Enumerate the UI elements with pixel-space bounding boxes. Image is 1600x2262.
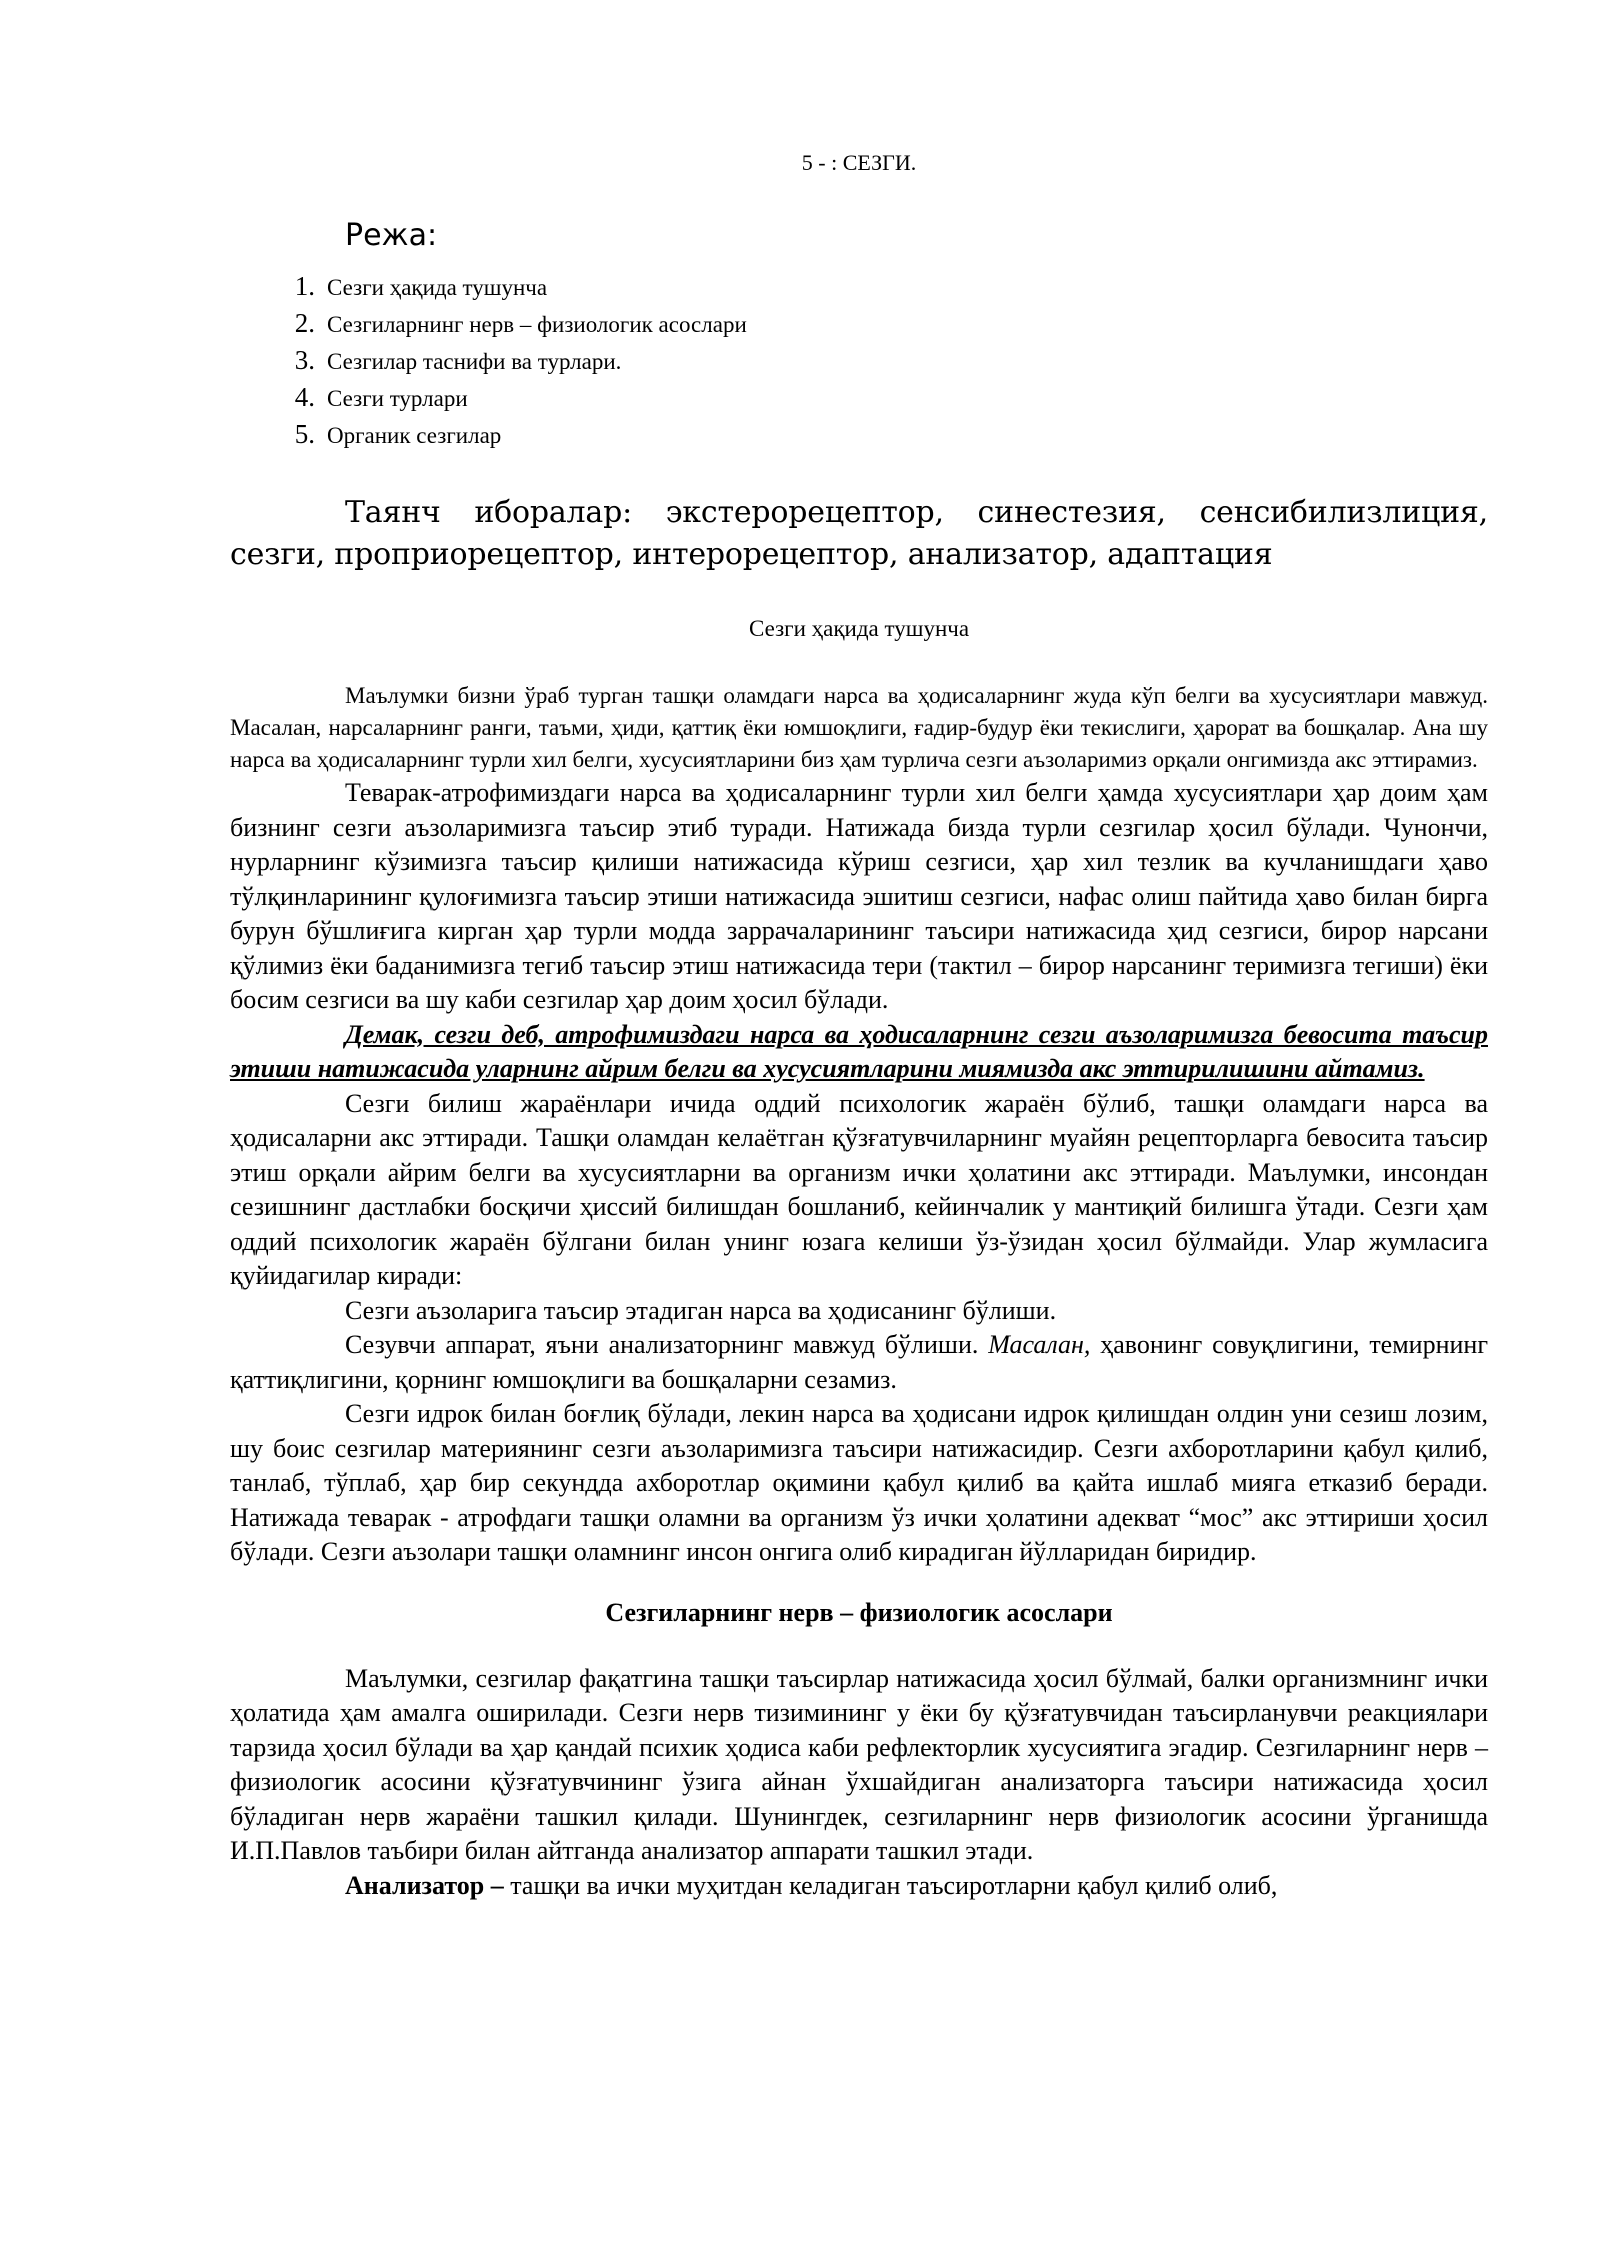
definition-paragraph: Демак, сезги деб, атрофимиздаги нарса ва ҳодисаларнинг сезги аъзоларимизга бевосита таъсир этиши натижасида уларнинг айрим белги ва хусусиятларини миямизда акс эттирилишини айтамиз. — [230, 1019, 1488, 1083]
document-page — [230, 150, 1488, 1903]
list-item — [230, 271, 1488, 308]
plan-item-number: 3. — [294, 345, 315, 375]
plan-item-number: 1. — [294, 271, 315, 301]
section-heading: Сезги ҳақида тушунча — [748, 616, 970, 641]
list-item — [230, 345, 1488, 382]
paragraph: Сезги билиш жараёнлари ичида оддий психологик жараён бўлиб, ташқи оламдаги нарса ва ҳодисаларни акс эттиради. Ташқи оламдан келаётган қўзғатувчиларнинг муайян рецепторларга бевосита таъсир этиш орқали айрим белги ва хусусиятларни ва организм ички ҳолатини акс эттиради. Маълумки, инсондан сезишнинг дастлабки босқичи ҳиссий билишдан бошланиб, кейинчалик у мантиқий билишга ўтади. Сезги ҳам оддий психологик жараён бўлгани билан унинг юзага келиши ўз-ўзидан ҳосил бўлмайди. Улар жумласига қуйидагилар киради: — [230, 1088, 1488, 1290]
paragraph-text: ташқи ва ички муҳитдан келадиган таъсиротларни қабул қилиб олиб, — [503, 1870, 1278, 1900]
paragraph: Маълумки бизни ўраб турган ташқи оламдаги нарса ва ҳодисаларнинг жуда кўп белги ва хусусиятлари мавжуд. Масалан, нарсаларнинг ранги, таъми, ҳиди, қаттиқ ёки юмшоқлиги, ғадир-будур ёки текислиги, ҳарорат ва бошқалар. Ана шу нарса ва ҳодисаларнинг турли хил белги, хусусиятларини биз ҳам турлича сезги аъзоларимиз орқали онгимизда акс эттирамиз. — [230, 683, 1488, 772]
plan-item-number: 2. — [294, 308, 315, 338]
plan-list — [230, 271, 1488, 456]
list-item — [230, 382, 1488, 419]
paragraph-text: Сезувчи аппарат, яъни анализаторнинг мавжуд бўлиши. — [345, 1330, 989, 1359]
italic-text: Масалан, — [988, 1330, 1091, 1359]
paragraph: Сезги аъзоларига таъсир этадиган нарса ва ҳодисанинг бўлиши. — [345, 1295, 1057, 1325]
term-text: Анализатор – — [345, 1870, 504, 1900]
list-item — [230, 419, 1488, 456]
paragraph — [230, 1869, 1488, 1904]
plan-item-text: Сезги турлари — [327, 386, 468, 411]
paragraph-text: ҳавонинг совуқлигини, темирнинг қаттиқлигини, қорнинг юмшоқлиги ва бошқаларни сезамиз. — [230, 1330, 1488, 1394]
plan-item-number: 5. — [294, 419, 315, 449]
plan-item-text: Сезгиларнинг нерв – физиологик асослари — [327, 312, 747, 337]
plan-item-number: 4. — [294, 382, 315, 412]
paragraph: Сезги идрок билан боғлиқ бўлади, лекин нарса ва ҳодисани идрок қилишдан олдин уни сезиш лозим, шу боис сезгилар материянинг сезги аъзоларимизга таъсири натижасидир. Сезги ахборотларини қабул қилиб, танлаб, тўплаб, ҳар бир секундда ахборотлар оқимини қабул қилиб ва қайта ишлаб мияга етказиб беради. Натижада теварак - атрофдаги ташқи оламни ва организм ўз ички ҳолатини адекват “мос” акс эттириши ҳосил бўлади. Сезги аъзолари ташқи оламнинг инсон онгига олиб кирадиган йўлларидан биридир. — [230, 1399, 1488, 1566]
section-heading: Сезгиларнинг нерв – физиологик асослари — [605, 1597, 1113, 1627]
paragraph — [230, 1328, 1488, 1397]
plan-item-text: Сезги ҳақида тушунча — [327, 275, 548, 300]
paragraph: Маълумки, сезгилар фақатгина ташқи таъсирлар натижасида ҳосил бўлмай, балки организмнинг ички ҳолатида ҳам амалга оширилади. Сезги нерв тизимининг у ёки бу қўзғатувчидан таъсирланувчи реакциялари тарзида ҳосил бўлади ва ҳар қандай психик ҳодиса каби рефлекторлик хусусиятига эгадир. Сезгиларнинг нерв – физиологик асосини қўзғатувчининг ўзига айнан ўхшайдиган анализаторга таъсири натижасида ҳосил бўладиган нерв жараёни ташкил қилади. Шунингдек, сезгиларнинг нерв физиологик асосини ўрганишда И.П.Павлов таъбири билан айтганда анализатор аппарати ташкил этади. — [230, 1663, 1488, 1865]
plan-item-text: Органик сезгилар — [327, 423, 502, 448]
chapter-title: 5 - : СЕЗГИ. — [801, 150, 917, 175]
plan-heading: Режа: — [345, 218, 438, 253]
paragraph: Теварак-атрофимиздаги нарса ва ҳодисаларнинг турли хил белги ҳамда хусусиятлари ҳар доим ҳам бизнинг сезги аъзоларимизга таъсир этиб туради. Натижада бизда турли сезгилар ҳосил бўлади. Чунончи, нурларнинг кўзимизга таъсир қилиши натижасида кўриш сезгиси, ҳар хил тезлик ва кучланишдаги ҳаво тўлқинларининг қулоғимизга таъсир этиши натижасида эшитиш сезгиси, нафас олиш пайтида ҳаво билан бирга бурун бўшлиғига кирган ҳар турли модда заррачаларининг таъсири натижасида ҳид сезгиси, бирор нарсани қўлимиз ёки баданимизга тегиб таъсир этиш натижасида тери (тактил – бирор нарсанинг теримизга тегиши) ёки босим сезгиси ва шу каби сезгилар ҳар доим ҳосил бўлади. — [230, 778, 1488, 1014]
plan-item-text: Сезгилар таснифи ва турлари. — [327, 349, 622, 374]
list-item — [230, 308, 1488, 345]
keywords-paragraph: Таянч иборалар: экстерорецептор, синестезия, сенсибилизлиция, сезги, проприорецептор, интерорецептор, анализатор, адаптация — [230, 495, 1488, 572]
